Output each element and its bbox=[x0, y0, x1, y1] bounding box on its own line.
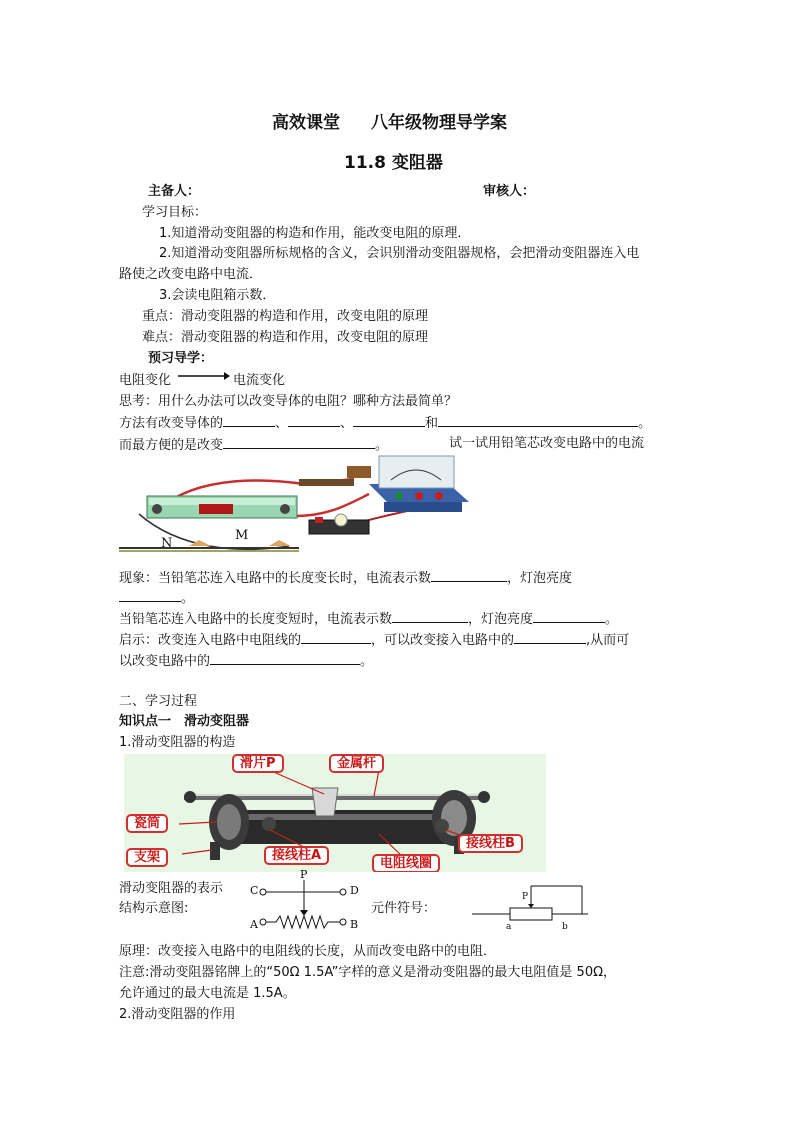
symbol-b: b bbox=[562, 922, 568, 932]
process-heading: 二、学习过程 bbox=[119, 694, 198, 709]
easiest-blank[interactable] bbox=[223, 435, 375, 449]
diagram-label-2: 结构示意图: bbox=[119, 901, 189, 916]
method-sep-2: 、 bbox=[340, 416, 354, 431]
rheostat-photo bbox=[124, 754, 546, 872]
callout-stand: 支架 bbox=[126, 848, 168, 867]
method-sep-1: 、 bbox=[275, 416, 289, 431]
insight-end: ,从而可 bbox=[586, 633, 630, 648]
structure-schematic bbox=[250, 870, 360, 932]
method-and: 和 bbox=[425, 416, 439, 431]
easiest-end: 。 bbox=[375, 438, 389, 453]
insight-line-2 bbox=[119, 651, 373, 671]
principle-text: 原理：改变接入电路中的电阻线的长度，从而改变电路中的电阻． bbox=[119, 944, 497, 959]
resistance-change: 电阻变化 bbox=[119, 373, 172, 388]
try-text: 试一试用铅笔芯改变电路中的电流 bbox=[449, 436, 645, 451]
note-line-2: 允许通过的最大电流是 1.5A。 bbox=[119, 986, 296, 1001]
key-point: 重点：滑动变阻器的构造和作用，改变电阻的原理 bbox=[142, 309, 429, 324]
think-question: 思考：用什么办法可以改变导体的电阻？哪种方法最简单？ bbox=[119, 394, 458, 409]
objective-2: 2.知道滑动变阻器所标规格的含义，会识别滑动变阻器规格，会把滑动变阻器连入电 bbox=[159, 246, 640, 261]
objective-2-cont: 路使之改变电路中电流． bbox=[119, 267, 263, 282]
phenomenon1-blank-1[interactable] bbox=[431, 568, 507, 582]
phenomenon1-blank-2[interactable] bbox=[119, 588, 181, 602]
header-title-left: 高效课堂 bbox=[272, 113, 340, 133]
insight2-prefix: 以改变电路中的 bbox=[119, 654, 211, 669]
callout-tube: 瓷筒 bbox=[126, 814, 168, 833]
method-blank-2[interactable] bbox=[288, 413, 340, 427]
insight2-end: 。 bbox=[360, 654, 374, 669]
label-n: N bbox=[161, 536, 173, 551]
schematic-d: D bbox=[350, 884, 359, 897]
insight-blank-1[interactable] bbox=[301, 630, 371, 644]
phenomenon1-end: 。 bbox=[181, 591, 195, 606]
reviewer-label: 审核人： bbox=[483, 184, 536, 199]
easiest-prefix: 而最方便的是改变 bbox=[119, 438, 224, 453]
phenomenon2-mid: ，灯泡亮度 bbox=[468, 612, 534, 627]
insight-blank-2[interactable] bbox=[514, 630, 586, 644]
label-m: M bbox=[235, 528, 249, 543]
callout-rod: 金属杆 bbox=[329, 754, 384, 773]
pencil-circuit-photo bbox=[119, 454, 477, 562]
phenomenon-1-cont bbox=[119, 588, 194, 608]
callout-coil: 电阻线圈 bbox=[372, 854, 440, 872]
insight-blank-3[interactable] bbox=[210, 651, 360, 665]
callout-terminal-b: 接线柱B bbox=[458, 834, 523, 853]
insight-mid: ，可以改变接入电路中的 bbox=[371, 633, 515, 648]
method-blank-1[interactable] bbox=[223, 413, 275, 427]
function-heading: 2.滑动变阻器的作用 bbox=[119, 1007, 236, 1022]
objectives-heading: 学习目标： bbox=[142, 205, 208, 220]
preparer-label: 主备人： bbox=[148, 184, 201, 199]
method-blank-4[interactable] bbox=[438, 413, 638, 427]
phenomenon-2 bbox=[119, 609, 618, 629]
insight-line bbox=[119, 630, 629, 650]
symbol-a: a bbox=[506, 922, 512, 932]
phenomenon1-mid: ，灯泡亮度 bbox=[507, 571, 573, 586]
method-end: 。 bbox=[638, 416, 652, 431]
schematic-p: P bbox=[300, 868, 308, 881]
method-line bbox=[119, 413, 651, 433]
symbol-p: P bbox=[522, 892, 529, 902]
diagram-label-1: 滑动变阻器的表示 bbox=[119, 881, 224, 896]
knowledge-heading: 知识点一 滑动变阻器 bbox=[119, 714, 250, 729]
note-line-1: 注意:滑动变阻器铭牌上的“50Ω 1.5A”字样的意义是滑动变阻器的最大电阻值是 50Ω， bbox=[119, 965, 617, 980]
callout-terminal-a: 接线柱A bbox=[264, 846, 329, 865]
phenomenon2-blank-2[interactable] bbox=[533, 609, 605, 623]
phenomenon-1 bbox=[119, 568, 572, 588]
lesson-title: 11.8 变阻器 bbox=[344, 153, 443, 173]
phenomenon2-end: 。 bbox=[605, 612, 619, 627]
structure-heading: 1.滑动变阻器的构造 bbox=[119, 735, 236, 750]
schematic-c: C bbox=[250, 884, 259, 897]
phenomenon2-prefix: 当铅笔芯连入电路中的长度变短时，电流表示数 bbox=[119, 612, 393, 627]
schematic-a: A bbox=[250, 918, 258, 931]
phenomenon2-blank-1[interactable] bbox=[392, 609, 468, 623]
schematic-b: B bbox=[350, 918, 359, 931]
method-prefix: 方法有改变导体的 bbox=[119, 416, 224, 431]
objective-1: 1.知道滑动变阻器的构造和作用，能改变电阻的原理． bbox=[159, 226, 471, 241]
header-title-right: 八年级物理导学案 bbox=[371, 113, 507, 133]
preview-heading: 预习导学： bbox=[148, 351, 214, 366]
insight-prefix: 启示：改变连入电路中电阻线的 bbox=[119, 633, 302, 648]
phenomenon1-prefix: 现象：当铅笔芯连入电路中的长度变长时，电流表示数 bbox=[119, 571, 432, 586]
method-blank-3[interactable] bbox=[353, 413, 425, 427]
current-change: 电流变化 bbox=[233, 373, 286, 388]
objective-3: 3.会读电阻箱示数． bbox=[159, 288, 276, 303]
callout-slider: 滑片P bbox=[232, 754, 284, 773]
rheostat-symbol bbox=[470, 884, 590, 934]
symbol-label: 元件符号： bbox=[371, 901, 437, 916]
easiest-line bbox=[119, 435, 388, 455]
difficulty: 难点：滑动变阻器的构造和作用，改变电阻的原理 bbox=[142, 330, 429, 345]
arrow-icon bbox=[178, 372, 230, 382]
